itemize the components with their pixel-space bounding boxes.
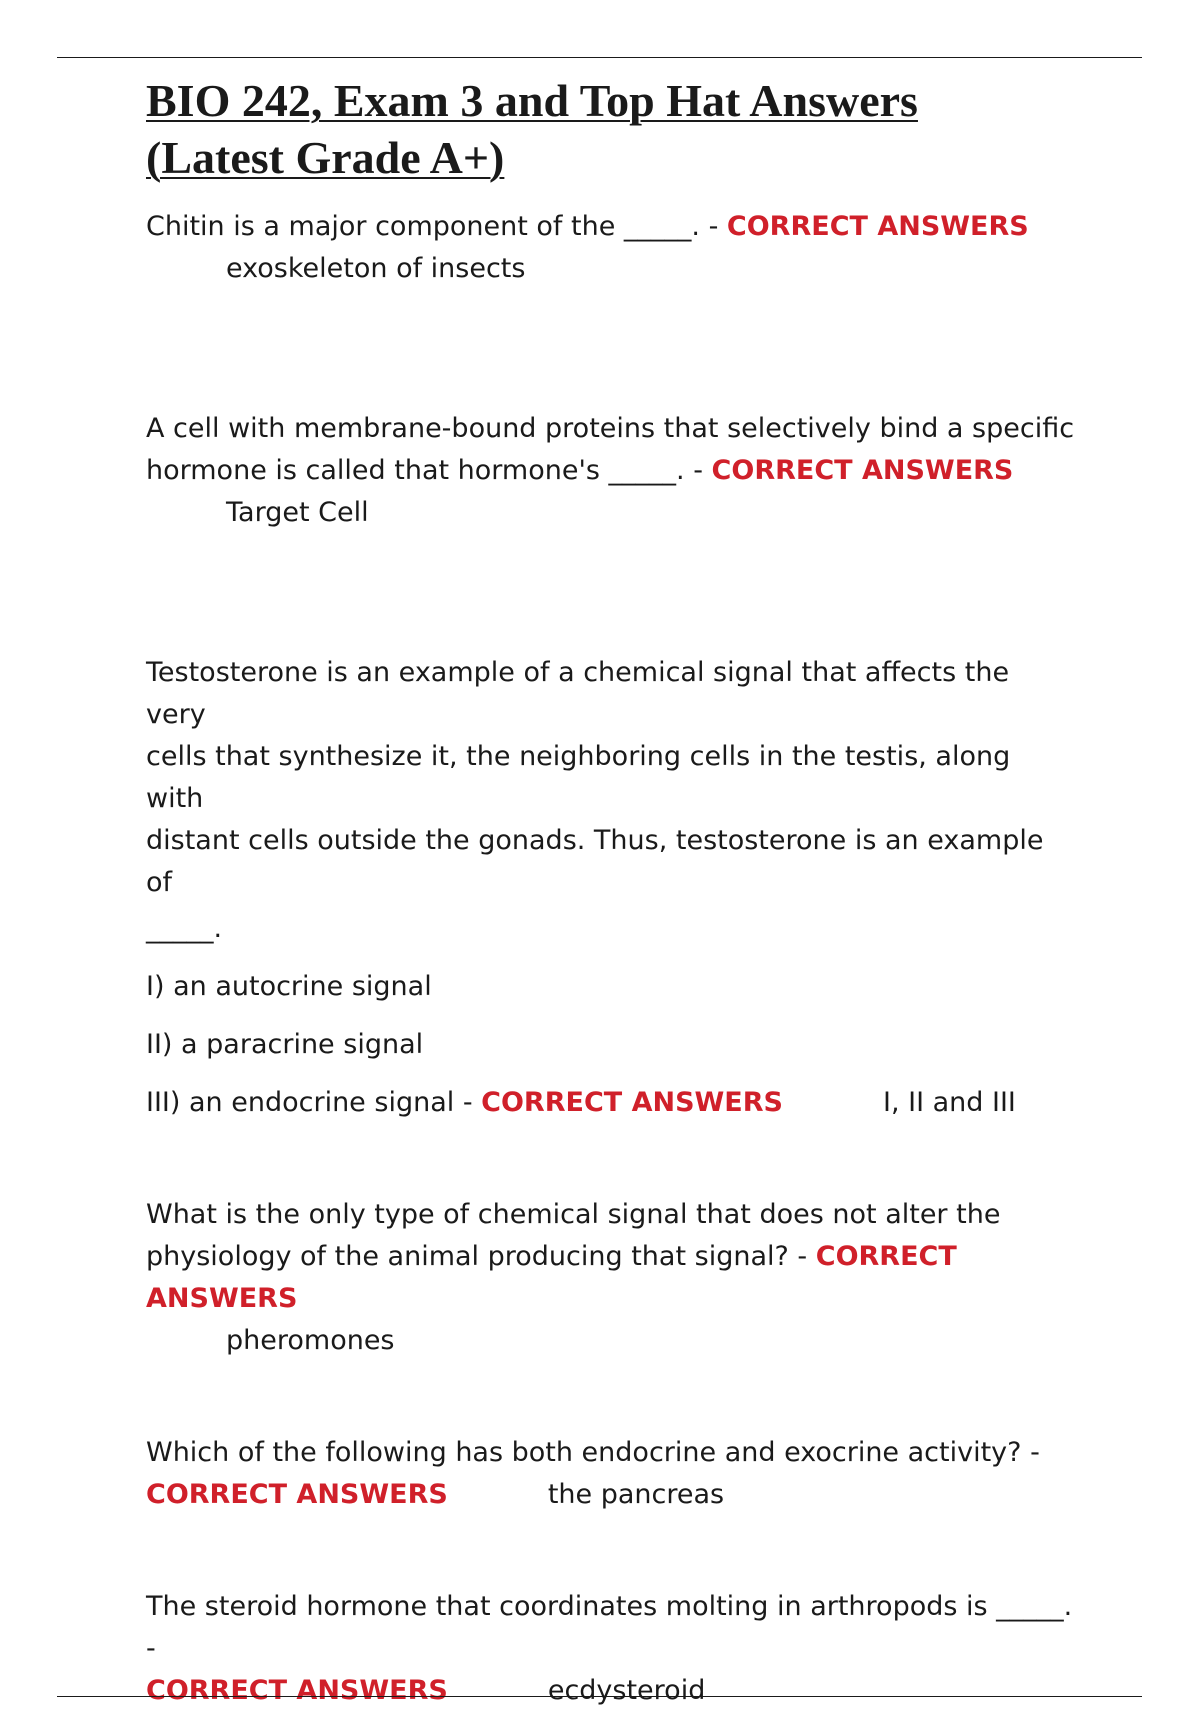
question-text: Chitin is a major component of the _____. - <box>146 211 727 242</box>
correct-answers-label: CORRECT ANSWERS <box>146 1675 448 1706</box>
question-text: hormone is called that hormone's _____. - <box>146 455 712 486</box>
question-text: The steroid hormone that coordinates molting in arthropods is _____. - <box>146 1591 1073 1664</box>
correct-answers-label: CORRECT ANSWERS <box>146 1241 957 1314</box>
correct-answers-label: CORRECT ANSWERS <box>146 1479 448 1510</box>
question-4 <box>146 1194 1076 1362</box>
top-rule <box>57 57 1142 58</box>
correct-answers-label: CORRECT ANSWERS <box>726 211 1029 242</box>
question-1 <box>146 206 1076 290</box>
question-text: Testosterone is an example of a chemical signal that affects the very <box>146 657 1010 730</box>
answer-text: I, II and III <box>882 1087 1016 1118</box>
title-line-2: (Latest Grade A+) <box>146 132 505 183</box>
question-text: Which of the following has both endocrine and exocrine activity? - <box>146 1437 1040 1468</box>
question-2 <box>146 408 1076 534</box>
correct-answers-label: CORRECT ANSWERS <box>711 455 1014 486</box>
correct-answers-label: CORRECT ANSWERS <box>481 1087 783 1118</box>
question-text: _____. <box>146 913 223 944</box>
answer-text: the pancreas <box>547 1479 725 1510</box>
answer-text: pheromones <box>226 1325 395 1356</box>
question-text: cells that synthesize it, the neighboring cells in the testis, along with <box>146 741 1011 814</box>
answer-text: ecdysteroid <box>547 1675 706 1706</box>
question-3 <box>146 652 1076 1124</box>
question-text: What is the only type of chemical signal that does not alter the <box>146 1199 1001 1230</box>
option-3: III) an endocrine signal - <box>146 1087 482 1118</box>
option-2: II) a paracrine signal <box>146 1029 424 1060</box>
answer-text: exoskeleton of insects <box>226 253 526 284</box>
question-text: distant cells outside the gonads. Thus, testosterone is an example of <box>146 825 1044 898</box>
question-5 <box>146 1432 1076 1516</box>
bottom-rule <box>57 1696 1142 1697</box>
page-title <box>146 72 1076 186</box>
title-line-1: BIO 242, Exam 3 and Top Hat Answers <box>146 75 918 126</box>
question-text: A cell with membrane-bound proteins that selectively bind a specific <box>146 413 1075 444</box>
question-6 <box>146 1586 1076 1712</box>
question-text: physiology of the animal producing that signal? - <box>146 1241 816 1272</box>
answer-text: Target Cell <box>226 497 369 528</box>
document-body <box>146 72 1076 1712</box>
option-1: I) an autocrine signal <box>146 971 432 1002</box>
